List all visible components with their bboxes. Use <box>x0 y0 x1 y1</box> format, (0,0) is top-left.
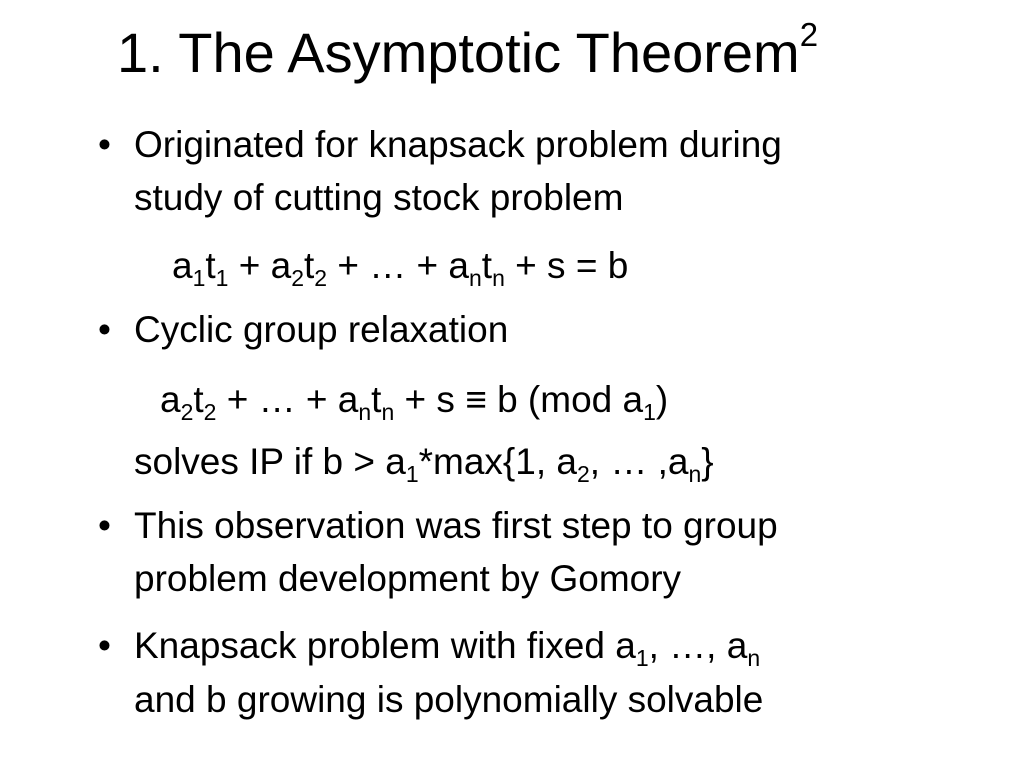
bullet-1-line-1: Originated for knapsack problem during <box>134 124 782 165</box>
bullet-2-line-1: Cyclic group relaxation <box>134 309 509 350</box>
bullet-4-line-1: Knapsack problem with fixed $a_1$, …, $a_n$ <box>134 625 761 671</box>
bullet-4-line-2: and b growing is polynomially solvable <box>134 679 764 720</box>
title-superscript: 2 <box>799 16 819 53</box>
bullet-marker: • <box>98 124 111 165</box>
bullet-marker: • <box>98 505 111 546</box>
equation-knapsack: $a_1t_1 + a_2t_2$ + … + $a_nt_n + s = b$ <box>172 245 629 291</box>
bullet-3-line-2: problem development by Gomory <box>134 558 682 599</box>
bullet-marker: • <box>98 625 111 666</box>
bullet-marker: • <box>98 309 111 350</box>
slide-title <box>117 18 818 88</box>
bullet-1-line-2: study of cutting stock problem <box>134 177 624 218</box>
equation-condition: solves IP if $b > a_1*\max\{1$, $a_2$, … $,a_n$} <box>134 441 714 487</box>
bullet-3-line-1: This observation was first step to group <box>134 505 778 546</box>
title-text: 1. The Asymptotic Theorem <box>117 21 800 84</box>
equation-cyclic-group: $a_2t_2$ + … + $a_nt_n + s \equiv b$ (mod $a_1$) <box>160 379 669 425</box>
